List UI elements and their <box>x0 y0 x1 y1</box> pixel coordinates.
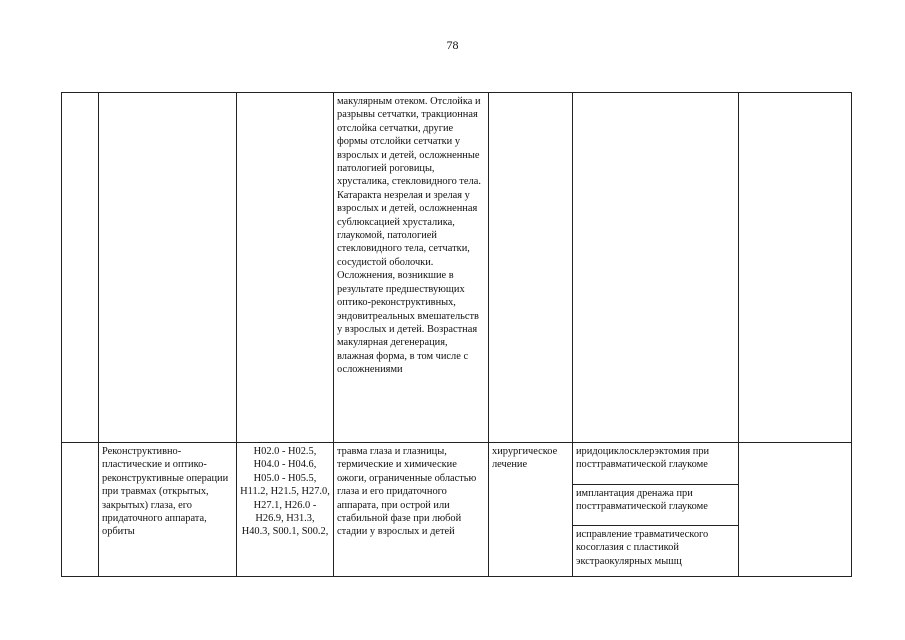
cell-method <box>573 93 739 443</box>
cell-codes: H02.0 - H02.5, H04.0 - H04.6, H05.0 - H05.5, H11.2, H21.5, H27.0, H27.1, H26.0 - H26.9, H31.3, H40.3, S00.1, S00.2, <box>237 443 334 577</box>
cell-diagnosis: макулярным отеком. Отслойка и разрывы сетчатки, тракционная отслойка сетчатки, другие формы отслойки сетчатки у взрослых и детей, осложненные патологией роговицы, хрусталика, стекловидного тела. Катаракта незрелая и зрелая у взрослых и детей, осложненная сублюксацией хрусталика, глаукомой, патологией стекловидного тела, сетчатки, сосудистой оболочки. Осложнения, возникшие в результате предшествующих оптико-реконструктивных, эндовитреальных вмешательств у взрослых и детей. Возрастная макулярная дегенерация, влажная форма, в том числе с осложнениями <box>334 93 489 443</box>
cell-methods <box>573 443 739 577</box>
cell-diagnosis: травма глаза и глазницы, термические и химические ожоги, ограниченные областью глаза и его придаточного аппарата, при острой или стабильной фазе при любой стадии у взрослых и детей <box>334 443 489 577</box>
cell-name: Реконструктивно-пластические и оптико-реконструктивные операции при травмах (открытых, закрытых) глаза, его придаточного аппарата, орбиты <box>99 443 237 577</box>
cell-index <box>62 443 99 577</box>
method-item: иридоциклосклерэктомия при посттравматической глаукоме <box>573 443 738 485</box>
medical-care-table <box>61 92 852 577</box>
cell-codes <box>237 93 334 443</box>
cell-treatment-type: хирургическое лечение <box>489 443 573 577</box>
table-row <box>62 443 852 577</box>
page-number: 78 <box>446 38 459 52</box>
cell-name <box>99 93 237 443</box>
cell-cost <box>739 93 852 443</box>
table-row <box>62 93 852 443</box>
method-item: исправление травматического косоглазия с пластикой экстраокулярных мышц <box>576 529 709 567</box>
cell-index <box>62 93 99 443</box>
cell-treatment-type <box>489 93 573 443</box>
cell-cost <box>739 443 852 577</box>
method-item: имплантация дренажа при посттравматической глаукоме <box>573 485 738 526</box>
